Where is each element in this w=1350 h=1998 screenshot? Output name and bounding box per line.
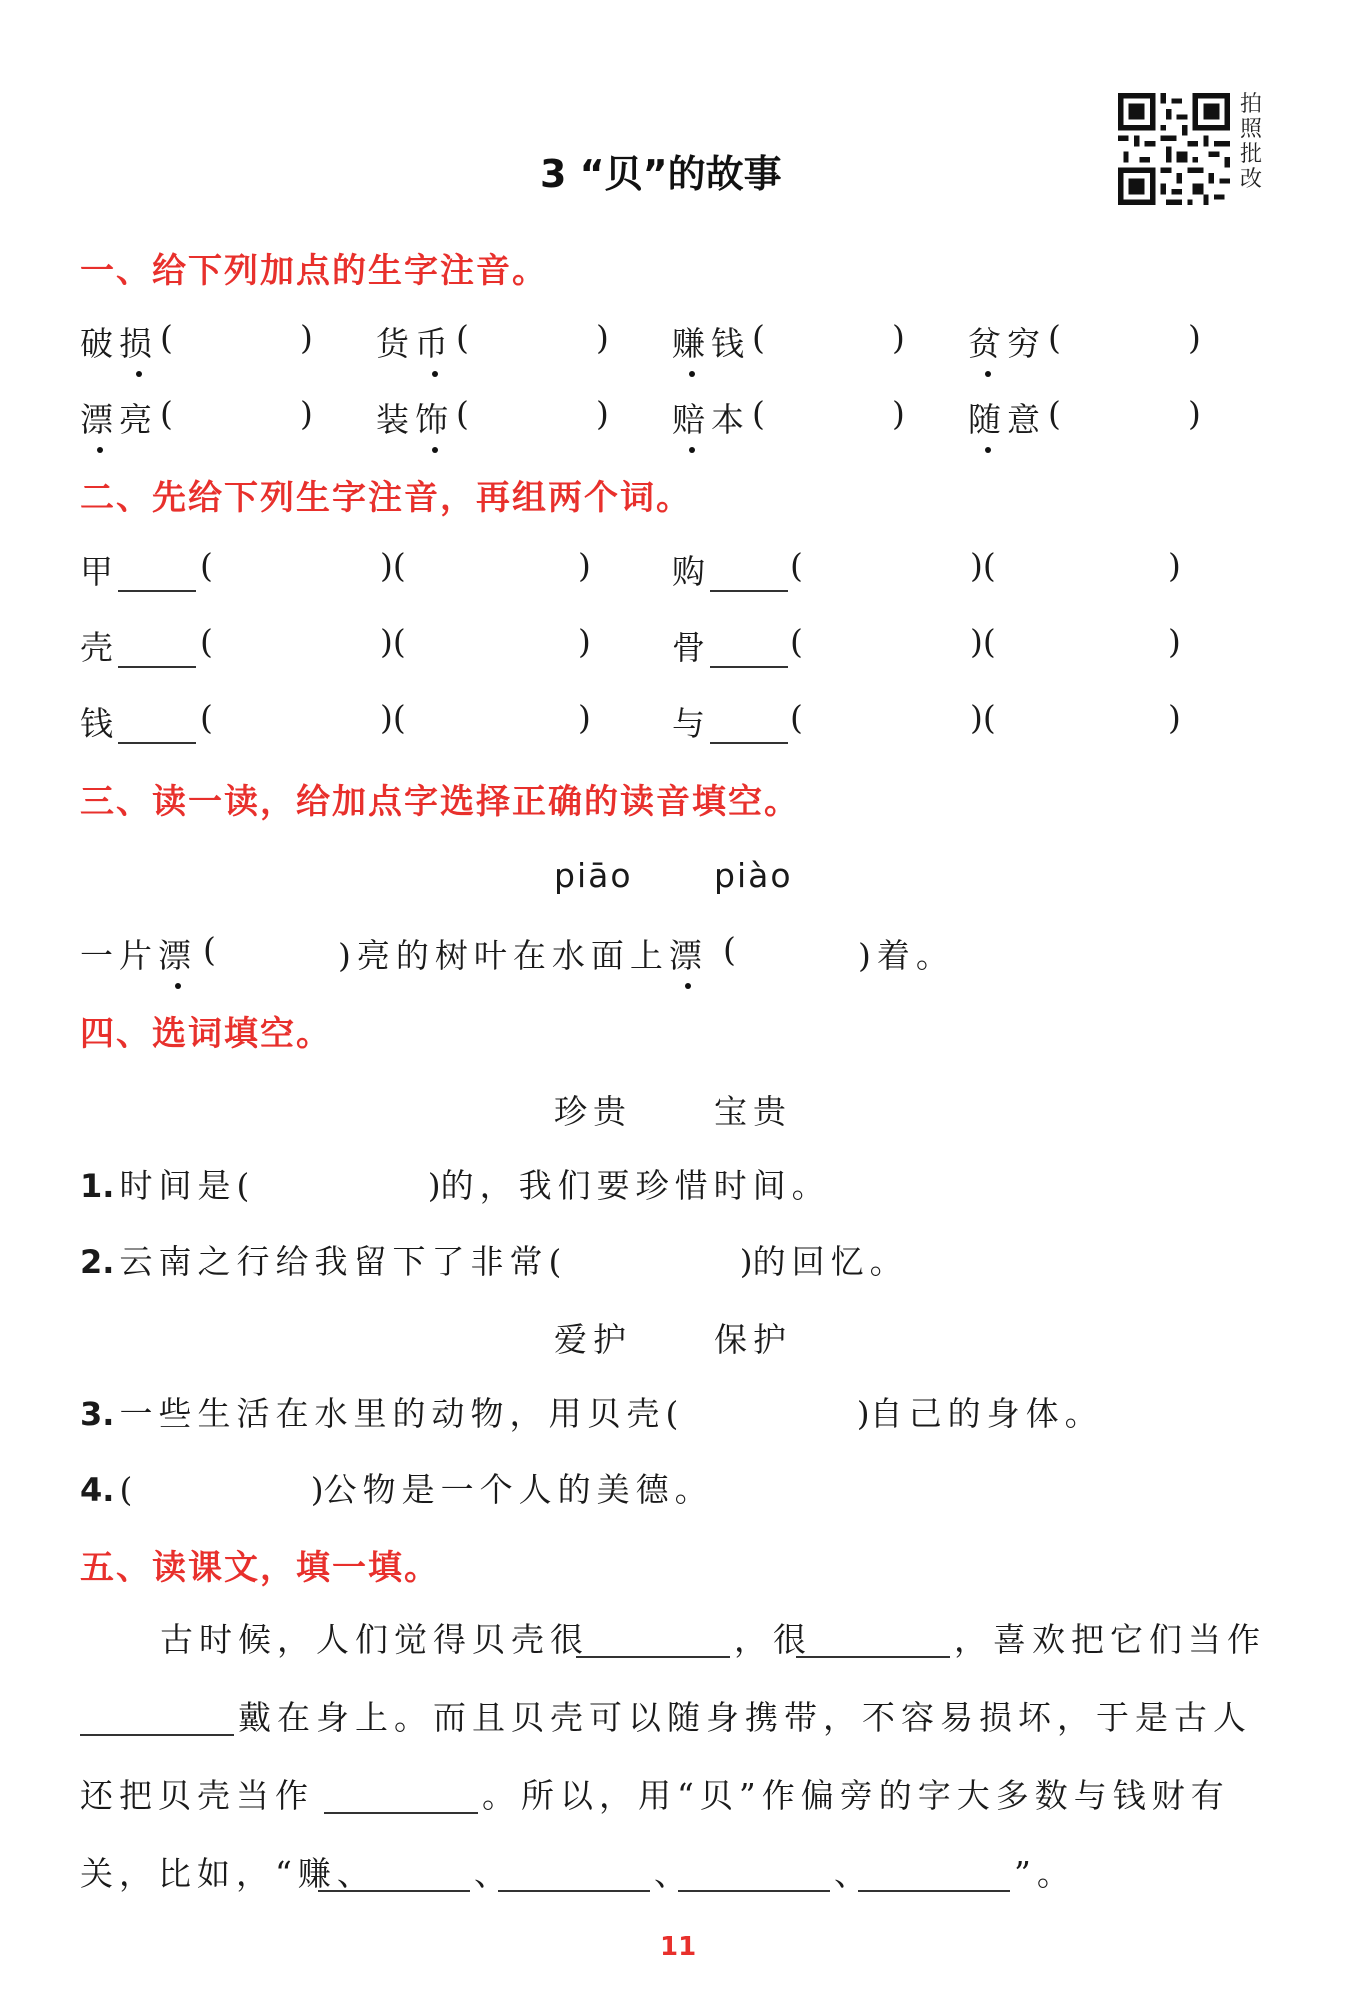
passage-text: 古时候，人们觉得贝壳很 [160,1620,589,1659]
answer-blank[interactable]: ( [1048,318,1061,357]
separator: 、 [474,1854,513,1893]
side-char: 照 [1239,117,1262,142]
sentence: 一片漂 [80,930,197,977]
paren-close: ) [1168,622,1181,661]
answer-blank[interactable]: ( ) [236,1166,441,1205]
word-option: 爱护 [554,1320,632,1359]
word-blank[interactable]: ( [790,698,803,737]
pinyin-option: piào [714,856,793,895]
paren-close: ) [578,622,591,661]
pinyin-option: piāo [554,856,633,895]
answer-blank[interactable]: ( [160,394,173,433]
word-blank[interactable]: ( [790,622,803,661]
paren-close: ) [1168,546,1181,585]
char-item: 购 [672,552,711,591]
word-option: 珍贵 [554,1092,632,1131]
word-item: 装饰 [376,394,454,441]
answer-blank[interactable]: ( [752,318,765,357]
paren-close: ) [596,394,609,433]
fill-blank[interactable] [858,1890,1010,1892]
fill-blank[interactable] [576,1656,730,1658]
char-item: 与 [672,704,711,743]
fill-blank[interactable] [498,1890,650,1892]
paren-close: ) [300,394,313,433]
paren-close: ) [892,394,905,433]
answer-blank[interactable]: ( ) [548,1242,753,1281]
word-blank[interactable]: )( [380,546,406,585]
word-item: 随意 [968,394,1046,441]
word-blank[interactable]: )( [380,698,406,737]
passage-text: 。所以，用“贝”作偏旁的字大多数与钱财有 [482,1776,1230,1815]
word-option: 宝贵 [714,1092,792,1131]
pinyin-blank[interactable] [710,666,788,668]
fill-blank[interactable] [796,1656,950,1658]
word-item: 赔本 [672,394,750,441]
word-blank[interactable]: )( [380,622,406,661]
answer-blank[interactable]: ( [203,930,216,969]
question-3: 3. 一些生活在水里的动物，用贝壳( )自己的身体。 [80,1394,1104,1433]
section-4-heading: 四、选词填空。 [80,1014,332,1054]
answer-blank[interactable]: ( [160,318,173,357]
paren-close: ) [596,318,609,357]
passage-text: ，喜欢把它们当作 [954,1620,1266,1659]
answer-blank[interactable]: ( [752,394,765,433]
page-number: 11 [660,1932,697,1962]
pinyin-blank[interactable] [118,590,196,592]
paren-close: ) [578,698,591,737]
word-blank[interactable]: ( [200,622,213,661]
photo-grade-label [1238,92,1264,192]
word-blank[interactable]: )( [970,546,996,585]
word-item: 漂亮 [80,394,158,441]
question-2: 2. 云南之行给我留下了非常( )的回忆。 [80,1242,909,1281]
sentence-end: )着。 [858,936,955,975]
separator: 、 [654,1854,693,1893]
fill-blank[interactable] [324,1812,478,1814]
paren-close: ) [1188,394,1201,433]
word-item: 贫穷 [968,318,1046,365]
char-item: 壳 [80,628,119,667]
char-item: 骨 [672,628,711,667]
paren-close: ) [892,318,905,357]
char-item: 钱 [80,704,119,743]
word-blank[interactable]: ( [200,698,213,737]
fill-blank[interactable] [678,1890,830,1892]
side-char: 拍 [1239,92,1262,117]
pinyin-blank[interactable] [118,742,196,744]
section-2-heading: 二、先给下列生字注音，再组两个词。 [80,478,692,518]
word-item: 破损 [80,318,158,365]
pinyin-blank[interactable] [118,666,196,668]
question-4: 4. ( )公物是一个人的美德。 [80,1470,714,1509]
page-title: 3 “贝”的故事 [540,152,782,196]
answer-blank[interactable]: ( [456,394,469,433]
word-blank[interactable]: )( [970,698,996,737]
passage-end: ”。 [1014,1854,1076,1893]
section-1-heading: 一、给下列加点的生字注音。 [80,251,548,291]
answer-blank[interactable]: ( [456,318,469,357]
word-item: 赚钱 [672,318,750,365]
paren-close: ) [578,546,591,585]
passage-text: 关，比如，“赚、 [80,1854,376,1893]
answer-blank[interactable]: ( [1048,394,1061,433]
qr-code-icon[interactable] [1118,93,1230,205]
word-option: 保护 [714,1320,792,1359]
answer-blank[interactable]: ( ) [665,1394,870,1433]
question-1: 1. 时间是( )的，我们要珍惜时间。 [80,1166,831,1205]
side-char: 批 [1239,142,1262,167]
pinyin-blank[interactable] [710,590,788,592]
passage-text: ，很 [734,1620,812,1659]
answer-blank[interactable]: ( ) [119,1470,324,1509]
answer-blank[interactable]: ( [723,930,736,969]
fill-blank[interactable] [318,1890,470,1892]
paren-close: ) [300,318,313,357]
word-item: 货币 [376,318,454,365]
passage-text: 戴在身上。而且贝壳可以随身携带，不容易损坏，于是古人 [238,1698,1252,1737]
word-blank[interactable]: ( [790,546,803,585]
side-char: 改 [1239,167,1262,192]
pinyin-blank[interactable] [710,742,788,744]
section-3-heading: 三、读一读，给加点字选择正确的读音填空。 [80,782,800,822]
paren-close: ) [1168,698,1181,737]
word-blank[interactable]: )( [970,622,996,661]
separator: 、 [834,1854,873,1893]
fill-blank[interactable] [80,1734,234,1736]
word-blank[interactable]: ( [200,546,213,585]
section-5-heading: 五、读课文，填一填。 [80,1548,440,1588]
sentence-middle: )亮的树叶在水面上漂 [338,930,708,977]
char-item: 甲 [80,552,119,591]
paren-close: ) [1188,318,1201,357]
passage-text: 还把贝壳当作 [80,1776,314,1815]
